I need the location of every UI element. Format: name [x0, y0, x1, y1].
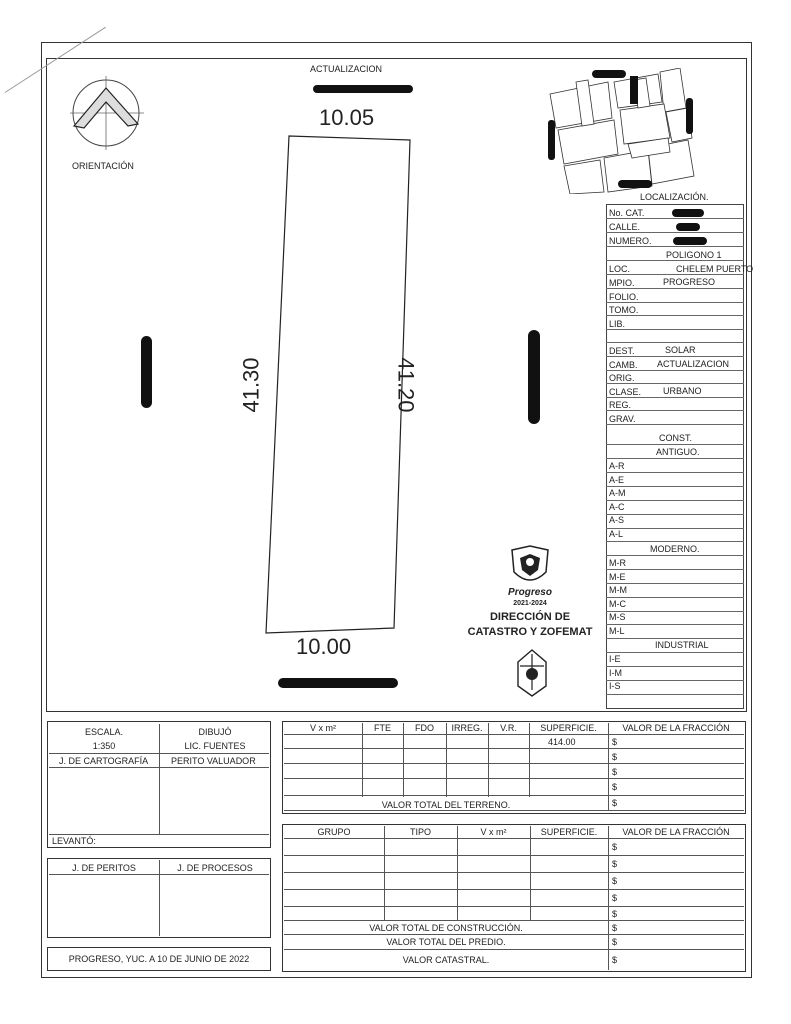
construccion-currency: $ — [612, 923, 618, 933]
place-date: PROGRESO, YUC. A 10 DE JUNIO DE 2022 — [68, 954, 250, 964]
terreno-currency: $ — [612, 798, 618, 808]
info-rule — [606, 383, 744, 384]
no-cat-label: No. CAT. — [609, 208, 645, 218]
plot-left-dimension: 41.30 — [238, 357, 264, 413]
construccion-row-rule — [284, 934, 744, 935]
loc-label: LOC. — [609, 264, 631, 274]
plot-bottom-dimension: 10.00 — [296, 634, 352, 659]
info-row-label: M-S — [609, 612, 626, 623]
construccion-header: SUPERFICIE. — [540, 827, 598, 837]
info-row-label: M-L — [609, 626, 625, 636]
reg-label: REG. — [609, 400, 632, 410]
info-rule — [606, 274, 744, 275]
camb-value: ACTUALIZACION — [657, 359, 730, 369]
terreno-row-rule — [284, 778, 744, 779]
construccion-row-rule — [284, 855, 744, 856]
info-rule — [606, 342, 744, 343]
j-peritos-label: J. DE PERITOS — [72, 863, 136, 873]
info-rule — [606, 424, 744, 425]
info-rule — [606, 410, 744, 411]
construccion-currency: $ — [612, 859, 618, 869]
mpio-value: PROGRESO — [663, 277, 716, 287]
terreno-header-rule — [284, 734, 744, 735]
info-rule — [606, 397, 744, 398]
escala-value: 1:350 — [92, 741, 116, 751]
dibujo-value: LIC. FUENTES — [184, 741, 246, 751]
info-rule — [606, 652, 744, 653]
info-row-label: A-C — [609, 501, 625, 512]
terreno-header: VALOR DE LA FRACCIÓN — [622, 723, 730, 733]
terreno-col-rule — [362, 723, 363, 797]
actualizacion-label: ACTUALIZACION — [310, 64, 383, 74]
terreno-row-rule — [284, 763, 744, 764]
redacted-no-cat — [672, 209, 704, 217]
dept-line-2: CATASTRO Y ZOFEMAT — [467, 626, 593, 638]
construccion-row-rule — [284, 872, 744, 873]
redacted-actualizacion — [313, 85, 413, 93]
lib-label: LIB. — [609, 319, 626, 329]
info-rule — [606, 218, 744, 219]
dest-label: DEST. — [609, 346, 635, 356]
moderno-label: MODERNO. — [650, 544, 700, 554]
antiguo-label: ANTIGUO. — [656, 447, 700, 457]
terreno-col-rule — [608, 723, 609, 811]
info-row-label: A-M — [609, 488, 626, 499]
info-rule — [606, 500, 744, 501]
terreno-currency: $ — [612, 737, 618, 747]
info-rule — [606, 638, 744, 639]
levanto-label: LEVANTÓ: — [52, 836, 96, 846]
terreno-row-rule — [284, 748, 744, 749]
terreno-col-rule — [446, 723, 447, 797]
info-rule — [606, 680, 744, 681]
terreno-header: IRREG. — [451, 723, 483, 733]
j-procesos-label: J. DE PROCESOS — [177, 863, 253, 873]
info-row-label: A-L — [609, 529, 624, 539]
redacted-numero — [673, 237, 707, 245]
construccion-currency: $ — [612, 937, 618, 947]
info-rule — [606, 315, 744, 316]
sign-box-divider-h2 — [49, 767, 269, 768]
localizacion-label: LOCALIZACIÓN. — [640, 192, 709, 202]
construccion-row-rule — [284, 949, 744, 950]
j-cartografia-label: J. DE CARTOGRAFÍA — [59, 756, 149, 766]
construccion-col-rule — [530, 826, 531, 920]
info-rule — [606, 611, 744, 612]
terreno-currency: $ — [612, 752, 618, 762]
info-rule — [606, 232, 744, 233]
info-row-label: M-R — [609, 558, 626, 568]
info-row-label: I-S — [609, 681, 621, 692]
terreno-col-rule — [529, 723, 530, 797]
loc-value: CHELEM PUERTO — [676, 264, 754, 274]
info-rule — [606, 356, 744, 357]
compass-icon — [66, 76, 158, 152]
terreno-total-label: VALOR TOTAL DEL TERRENO. — [381, 800, 511, 810]
redacted-left-neighbor — [141, 336, 152, 408]
camb-label: CAMB. — [609, 360, 638, 370]
info-rule — [606, 458, 744, 459]
info-rule — [606, 583, 744, 584]
dest-value: SOLAR — [665, 345, 696, 355]
info-rule — [606, 694, 744, 695]
info-rule — [606, 514, 744, 515]
mpio-label: MPIO. — [609, 278, 635, 288]
total-construccion-label: VALOR TOTAL DE CONSTRUCCIÓN. — [369, 923, 523, 933]
info-rule — [606, 329, 744, 330]
info-row-label: M-E — [609, 571, 626, 582]
construccion-header: VALOR DE LA FRACCIÓN — [622, 827, 730, 837]
construccion-currency: $ — [612, 876, 618, 886]
terreno-header: FDO — [415, 723, 434, 733]
orig-label: ORIG. — [609, 373, 635, 383]
dibujo-label: DIBUJÓ — [198, 727, 232, 737]
escala-label: ESCALA. — [84, 727, 124, 737]
location-map — [548, 68, 708, 194]
redacted-right-neighbor — [528, 330, 540, 424]
construccion-header: V x m² — [480, 827, 507, 837]
terreno-superficie-value: 414.00 — [548, 737, 576, 747]
terreno-currency: $ — [612, 782, 618, 792]
logo-city: Progreso — [508, 587, 552, 598]
terreno-header: V.R. — [500, 723, 517, 733]
info-rule — [606, 541, 744, 542]
tomo-label: TOMO. — [609, 305, 639, 315]
calle-label: CALLE. — [609, 222, 641, 232]
redacted-calle — [676, 223, 700, 231]
info-rule — [606, 597, 744, 598]
construccion-header-rule — [284, 838, 744, 839]
construccion-row-rule — [284, 920, 744, 921]
sign-box-divider-h3 — [49, 834, 269, 835]
sign-box-bottom-hline — [49, 874, 269, 875]
info-rule — [606, 528, 744, 529]
info-rule — [606, 260, 744, 261]
plot-top-dimension: 10.05 — [319, 105, 375, 130]
info-row-label: M-M — [609, 585, 627, 596]
terreno-col-rule — [403, 723, 404, 797]
redacted-bottom-street — [278, 678, 398, 688]
construccion-col-rule — [457, 826, 458, 920]
info-rule — [606, 370, 744, 371]
info-rule — [606, 555, 744, 556]
construccion-header: TIPO — [409, 827, 431, 837]
industrial-label: INDUSTRIAL — [655, 640, 709, 650]
grav-label: GRAV. — [609, 414, 636, 424]
poligono-label: POLIGONO 1 — [666, 250, 722, 260]
clase-value: URBANO — [663, 386, 702, 396]
info-row-label: I-M — [609, 667, 622, 678]
info-row-label: I-E — [609, 654, 621, 664]
info-row-label: M-C — [609, 598, 626, 609]
info-rule — [606, 246, 744, 247]
const-label: CONST. — [659, 433, 693, 443]
info-rule — [606, 569, 744, 570]
terreno-currency: $ — [612, 767, 618, 777]
terreno-col-rule — [488, 723, 489, 797]
total-predio-label: VALOR TOTAL DEL PREDIO. — [386, 937, 506, 947]
terreno-row-rule — [284, 795, 744, 796]
construccion-currency: $ — [612, 842, 618, 852]
info-rule — [606, 624, 744, 625]
info-rule — [606, 486, 744, 487]
numero-label: NUMERO. — [609, 236, 652, 246]
terreno-header: FTE — [374, 723, 391, 733]
folio-label: FOLIO. — [609, 292, 639, 302]
info-row-label: A-S — [609, 515, 625, 526]
info-rule — [606, 444, 744, 445]
progreso-shield-icon — [508, 544, 552, 588]
construccion-row-rule — [284, 906, 744, 907]
dept-line-1: DIRECCIÓN DE — [489, 611, 571, 623]
construccion-currency: $ — [612, 955, 618, 965]
clase-label: CLASE. — [609, 387, 642, 397]
info-rule — [606, 472, 744, 473]
info-row-label: A-R — [609, 461, 625, 471]
construccion-col-rule — [384, 826, 385, 920]
construccion-row-rule — [284, 889, 744, 890]
info-rule — [606, 288, 744, 289]
plot-right-dimension: 41.20 — [393, 357, 419, 413]
terreno-header: V x m² — [310, 723, 336, 733]
logo-years: 2021-2024 — [513, 600, 547, 607]
valor-catastral-label: VALOR CATASTRAL. — [402, 955, 490, 965]
terreno-header: SUPERFICIE. — [540, 723, 597, 733]
info-rule — [606, 666, 744, 667]
construccion-header: GRUPO — [317, 827, 351, 837]
construccion-col-rule — [608, 826, 609, 970]
sign-box-divider-h — [49, 753, 269, 754]
construccion-currency: $ — [612, 893, 618, 903]
catastro-emblem-icon — [510, 646, 554, 698]
construccion-currency: $ — [612, 909, 618, 919]
orientation-label: ORIENTACIÓN — [72, 161, 134, 171]
info-row-label: A-E — [609, 474, 625, 485]
perito-label: PERITO VALUADOR — [171, 756, 256, 766]
info-rule — [606, 302, 744, 303]
